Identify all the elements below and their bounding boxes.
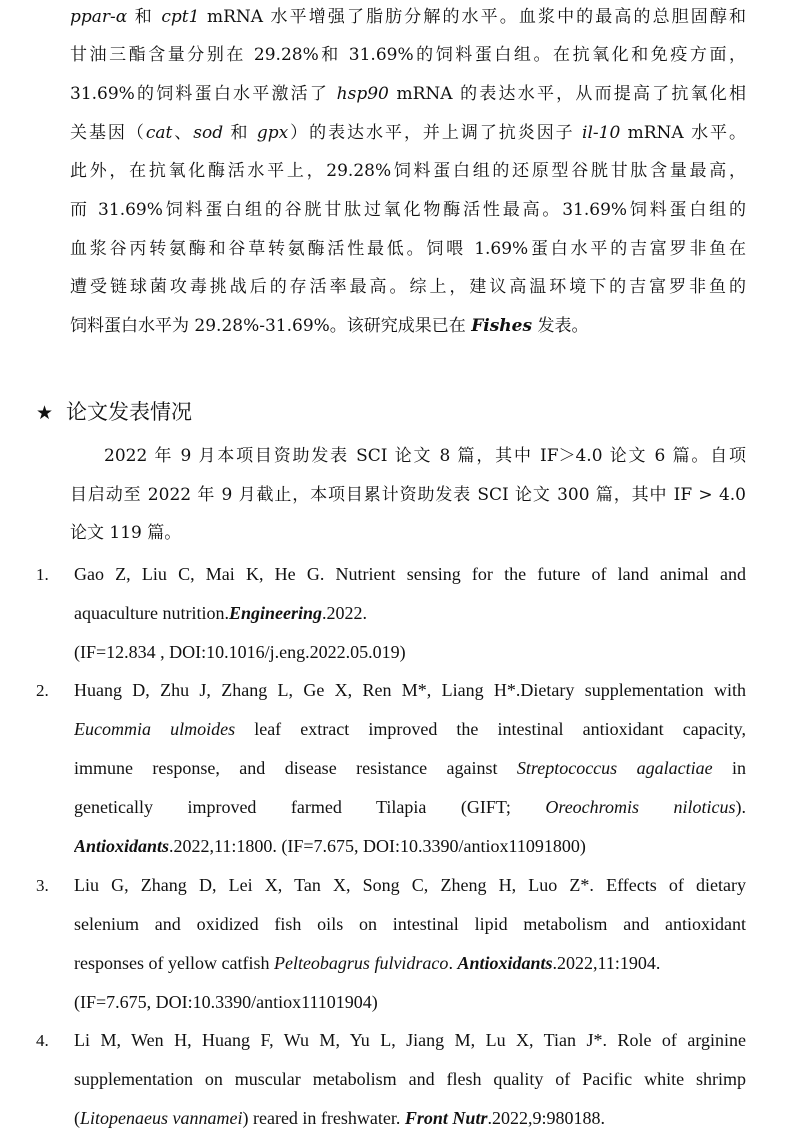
paragraph-line: 遭受链球菌攻毒挑战后的存活率最高。综上，建议高温环境下的吉富罗非鱼的: [70, 277, 746, 297]
reference-number: 2.: [36, 681, 49, 700]
reference-line: Gao Z, Liu C, Mai K, He G. Nutrient sensing for the future of land animal and: [74, 564, 746, 584]
reference-number: 3.: [36, 876, 49, 895]
reference-number: 4.: [36, 1031, 49, 1050]
intro-line: 2022 年 9 月本项目资助发表 SCI 论文 8 篇，其中 IF＞4.0 论文 6 篇。自项: [104, 446, 746, 466]
paragraph-line: 31.69%的饲料蛋白水平激活了 hsp90 mRNA 的表达水平，从而提高了抗氧化相: [70, 84, 746, 104]
paragraph-line: 而 31.69%饲料蛋白组的谷胱甘肽过氧化物酶活性最高。31.69%饲料蛋白组的: [70, 200, 746, 220]
reference-line: (IF=12.834 , DOI:10.1016/j.eng.2022.05.019): [74, 642, 406, 662]
reference-line: Li M, Wen H, Huang F, Wu M, Yu L, Jiang M, Lu X, Tian J*. Role of arginine: [74, 1030, 746, 1050]
intro-line: 目启动至 2022 年 9 月截止，本项目累计资助发表 SCI 论文 300 篇，其中 IF > 4.0: [70, 485, 746, 505]
reference-item: [74, 866, 746, 1022]
reference-item: [74, 671, 746, 866]
paragraph-line: 甘油三酯含量分别在 29.28%和 31.69%的饲料蛋白组。在抗氧化和免疫方面，: [70, 45, 746, 65]
reference-line: aquaculture nutrition.Engineering.2022.: [74, 603, 367, 623]
paragraph-line: 关基因（cat、sod 和 gpx）的表达水平，并上调了抗炎因子 il-10 mRNA 水平。: [70, 123, 747, 143]
reference-line: Liu G, Zhang D, Lei X, Tan X, Song C, Zheng H, Luo Z*. Effects of dietary: [74, 875, 746, 895]
reference-line: genetically improved farmed Tilapia (GIFT; Oreochromis niloticus).: [74, 797, 746, 817]
reference-line: Antioxidants.2022,11:1800. (IF=7.675, DOI:10.3390/antiox11091800): [74, 836, 586, 856]
journal-name: Antioxidants: [457, 953, 553, 973]
reference-line: selenium and oxidized fish oils on intestinal lipid metabolism and antioxidant: [74, 914, 746, 934]
star-icon: ★: [36, 402, 54, 424]
journal-name: Engineering: [228, 603, 322, 623]
reference-line: Eucommia ulmoides leaf extract improved the intestinal antioxidant capacity,: [74, 719, 746, 739]
reference-line: (Litopenaeus vannamei) reared in freshwater. Front Nutr.2022,9:980188.: [74, 1108, 605, 1128]
intro-line: 论文 119 篇。: [70, 523, 182, 543]
journal-name: Front Nutr: [404, 1108, 488, 1128]
reference-line: (IF=7.675, DOI:10.3390/antiox11101904): [74, 992, 378, 1012]
reference-line: supplementation on muscular metabolism and flesh quality of Pacific white shrimp: [74, 1069, 746, 1089]
journal-name: Antioxidants: [74, 836, 170, 856]
paragraph-line: 饲料蛋白水平为 29.28%-31.69%。该研究成果已在 Fishes 发表。: [70, 316, 589, 336]
reference-line: Huang D, Zhu J, Zhang L, Ge X, Ren M*, Liang H*.Dietary supplementation with: [74, 680, 746, 700]
paragraph-line: 血浆谷丙转氨酶和谷草转氨酶活性最低。饲喂 1.69%蛋白水平的吉富罗非鱼在: [70, 239, 746, 259]
paragraph-line: ppar-α 和 cpt1 mRNA 水平增强了脂肪分解的水平。血浆中的最高的总胆固醇和: [70, 7, 746, 27]
reference-number: 1.: [36, 565, 49, 584]
section-title: 论文发表情况: [66, 400, 192, 424]
reference-line: immune response, and disease resistance against Streptococcus agalactiae in: [74, 758, 746, 778]
section-heading: [36, 394, 192, 430]
reference-line: responses of yellow catfish Pelteobagrus fulvidraco. Antioxidants.2022,11:1904.: [74, 953, 661, 973]
reference-item: [74, 555, 746, 672]
paragraph-line: 此外，在抗氧化酶活水平上，29.28%饲料蛋白组的还原型谷胱甘肽含量最高，: [70, 161, 746, 181]
reference-item: [74, 1021, 746, 1138]
